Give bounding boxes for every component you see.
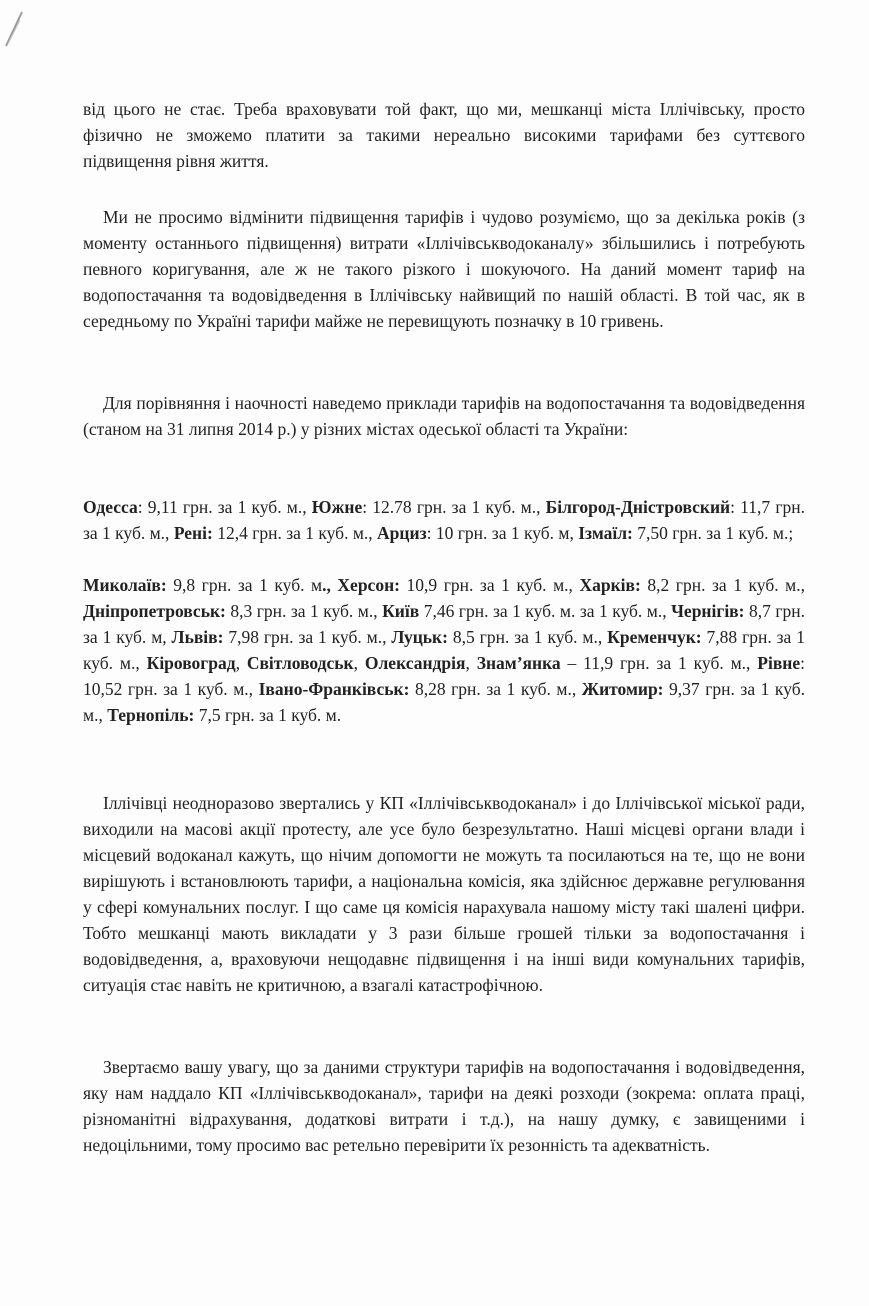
tariff-rate: 9,8 грн. за 1 куб. м (166, 575, 323, 595)
tariff-entry (382, 601, 671, 621)
tariff-entry (147, 653, 247, 673)
city-name: Чернігів: (671, 601, 745, 621)
tariff-entry (365, 653, 477, 673)
tariff-list-ukraine (83, 572, 805, 728)
tariff-rate: 9,37 грн. за 1 куб. м., (83, 679, 805, 725)
tariff-rate: , (465, 653, 477, 673)
tariff-entry (579, 575, 805, 595)
tariff-rate: 7,88 грн. за 1 куб. м., (83, 627, 805, 673)
tariff-rate: 7,98 грн. за 1 куб. м., (223, 627, 392, 647)
tariff-rate: 12,4 грн. за 1 куб. м., (212, 523, 378, 543)
paragraph-continuation: від цього не стає. Треба враховувати той факт, що ми, мешканці міста Іллічівську, просто фізично не зможемо платити за такими нереально високими тарифами без суттєвого підвищення рівня життя. (83, 99, 805, 171)
city-name: Ізмаїл: (578, 523, 633, 543)
tariff-rate: : 10 грн. за 1 куб. м, (426, 523, 579, 543)
tariff-rate: : 10,52 грн. за 1 куб. м., (83, 653, 806, 699)
paragraph-appeals: Іллічівці неодноразово звертались у КП «Іллічівськводоканал» і до Іллічівської міської ради, виходили на масові акції протесту, але усе було безрезультатно. Наші місцеві органи влади і місцевий водоканал кажуть, що нічим допомогти не можуть та посилаються на те, що не вони вирішують і встановлюють тарифи, а національна комісія, яка здійснює державне регулювання у сфері комунальних послуг. І що саме ця комісія нарахувала нашому місту такі шалені цифри. Тобто мешканці мають викладати у 3 рази більше грошей тільки за водопостачання і водовідведення, а, враховуючи нещодавнє підвищення і на інші види комунальних тарифів, ситуація стає навіть не критичною, а взагалі катастрофічною. (83, 793, 805, 995)
tariff-entry (391, 627, 607, 647)
city-name: Рівне (757, 653, 801, 673)
city-name: Арциз (377, 523, 427, 543)
tariff-list-odesa-region (83, 494, 805, 546)
tariff-entry (322, 575, 579, 595)
tariff-rate: 8,5 грн. за 1 куб. м., (447, 627, 608, 647)
city-name: Львів: (171, 627, 224, 647)
tariff-entry (578, 523, 793, 543)
tariff-rate: 7,46 грн. за 1 куб. м. за 1 куб. м., (419, 601, 672, 621)
tariff-rate: 8,7 грн. за 1 куб. м, (83, 601, 805, 647)
tariff-rate: – 11,9 грн. за 1 куб. м., (560, 653, 758, 673)
city-name: Київ (382, 601, 420, 621)
tariff-rate: 8,2 грн. за 1 куб. м., (640, 575, 805, 595)
paragraph-request: Ми не просимо відмінити підвищення тарифів і чудово розуміємо, що за декілька років (з моменту останнього підвищення) витрати «Іллічівськводоканалу» збільшились і потребують певного коригування, але ж не такого різкого і шокуючого. На даний момент тариф на водопостачання та водовідведення в Іллічівську найвищий по нашій області. В той час, як в середньому по Україні тарифи майже не перевищують позначку в 10 гривень. (83, 207, 805, 331)
city-name: Олександрія (364, 653, 466, 673)
tariff-entry (312, 497, 546, 517)
city-name: Кіровоград (146, 653, 236, 673)
tariff-entry (83, 601, 382, 621)
city-name: Миколаїв: (83, 575, 167, 595)
tariff-entry (477, 653, 758, 673)
tariff-entry (377, 523, 578, 543)
tariff-entry (83, 575, 322, 595)
tariff-rate: 7,50 грн. за 1 куб. м.; (632, 523, 794, 543)
city-name: Южне (311, 497, 363, 517)
city-name: ., Херсон: (322, 575, 400, 595)
tariff-rate: : 11,7 грн. за 1 куб. м., (83, 497, 805, 543)
city-name: Житомир: (581, 679, 664, 699)
city-name: Кременчук: (607, 627, 702, 647)
city-name: Дніпропетровськ: (83, 601, 226, 621)
tariff-rate: 8,3 грн. за 1 куб. м., (225, 601, 383, 621)
city-name: Рені: (173, 523, 213, 543)
tariff-entry (247, 653, 365, 673)
tariff-entry (83, 497, 312, 517)
tariff-entry (107, 705, 341, 725)
paragraph-compare-intro: Для порівняння і наочності наведемо приклади тарифів на водопостачання та водовідведення (станом на 31 липня 2014 р.) у різних містах одеської області та України: (83, 393, 805, 439)
city-name: Білгород-Дністровский (545, 497, 731, 517)
corner-scan-mark (4, 8, 26, 48)
tariff-rate: : 9,11 грн. за 1 куб. м., (137, 497, 312, 517)
tariff-rate: 10,9 грн. за 1 куб. м., (399, 575, 580, 595)
city-name: Івано-Франківськ: (258, 679, 410, 699)
tariff-rate: 7,5 грн. за 1 куб. м. (194, 705, 342, 725)
city-name: Світловодськ (246, 653, 354, 673)
city-name: Харків: (579, 575, 641, 595)
city-name: Тернопіль: (107, 705, 195, 725)
tariff-entry (174, 523, 377, 543)
tariff-rate: , (353, 653, 365, 673)
city-name: Луцьк: (391, 627, 448, 647)
paragraph-attention: Звертаємо вашу увагу, що за даними структури тарифів на водопостачання і водовідведення, яку нам наддало КП «Іллічівськводоканал», тарифи на деякі розходи (зокрема: оплата праці, різноманітні відрахування, додаткові витрати і т.д.), на нашу думку, є завищеними і недоцільними, тому просимо вас ретельно перевірити їх резонність та адекватність. (83, 1057, 805, 1155)
tariff-rate: , (235, 653, 247, 673)
city-name: Знам’янка (476, 653, 561, 673)
tariff-entry (172, 627, 392, 647)
tariff-entry (259, 679, 582, 699)
tariff-rate: : 12.78 грн. за 1 куб. м., (362, 497, 546, 517)
city-name: Одесса (83, 497, 138, 517)
tariff-rate: 8,28 грн. за 1 куб. м., (409, 679, 582, 699)
